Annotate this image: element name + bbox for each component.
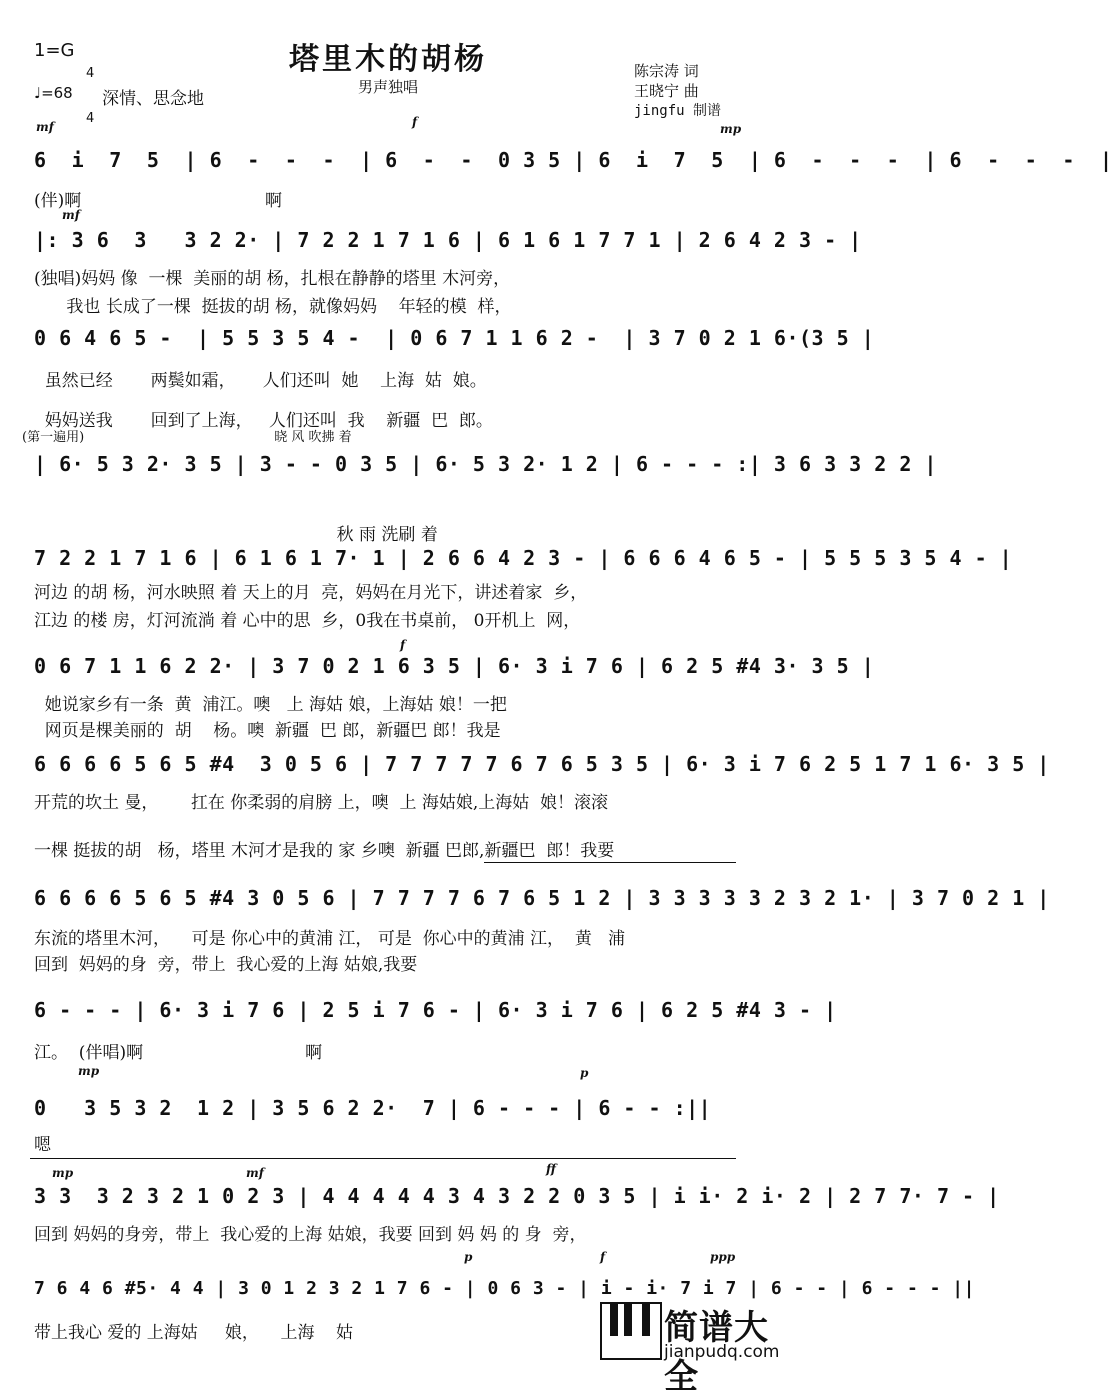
lyric-line: 我也 长成了一棵 挺拔的胡 杨，就像妈妈 年轻的模 样， bbox=[34, 297, 512, 317]
dynamic-mark: mp bbox=[78, 1064, 100, 1078]
piano-keys-icon bbox=[600, 1302, 662, 1360]
lyric-line: 秋 雨 洗刷 着 bbox=[34, 525, 438, 545]
dynamic-mark: ppp bbox=[710, 1250, 736, 1264]
lyric-line: 虽然已经 两鬓如霜， 人们还叫 她 上海 姑 娘。 bbox=[34, 371, 487, 391]
notation-line: | 6· 5 3 2· 3 5 | 3 - - 0 3 5 | 6· 5 3 2· 1 2 | 6 - - - :| 3 6 3 3 2 2 | bbox=[34, 452, 937, 476]
lyric-line: 回到 妈妈的身 旁，带上 我心爱的上海 姑娘,我要 bbox=[34, 955, 418, 975]
dynamic-mark: ff bbox=[546, 1162, 556, 1176]
coda-bracket bbox=[30, 1158, 736, 1159]
song-subtitle: 男声独唱 bbox=[357, 78, 418, 96]
time-signature-top: 4 bbox=[86, 66, 95, 81]
dynamic-mark: p bbox=[580, 1066, 589, 1080]
dynamic-mark: mf bbox=[36, 120, 54, 134]
lyric-line: 东流的塔里木河， 可是 你心中的黄浦 江， 可是 你心中的黄浦 江， 黄 浦 bbox=[34, 929, 626, 949]
lyric-line: 河边 的胡 杨，河水映照 着 天上的月 亮，妈妈在月光下，讲述着家 乡， bbox=[34, 583, 588, 603]
lyric-line: 江边 的楼 房，灯河流淌 着 心中的思 乡，0我在书桌前， 0开机上 网， bbox=[34, 611, 581, 631]
time-signature-bottom: 4 bbox=[86, 111, 95, 126]
notation-line: 7 2 2 1 7 1 6 | 6 1 6 1 7· 1 | 2 6 6 4 2 3 - | 6 6 6 4 6 5 - | 5 5 5 3 5 4 - | bbox=[34, 546, 1013, 570]
key-signature: 1=G bbox=[34, 40, 75, 61]
lyric-line: 网页是棵美丽的 胡 杨。噢 新疆 巴 郎，新疆巴 郎！我是 bbox=[34, 721, 501, 741]
notation-line: 3 3 3 2 3 2 1 0 2 3 | 4 4 4 4 4 3 4 3 2 2 0 3 5 | i i· 2 i· 2 | 2 7 7· 7 - | bbox=[34, 1184, 1000, 1208]
lyric-line: (独唱)妈妈 像 一棵 美丽的胡 杨，扎根在静静的塔里 木河旁， bbox=[34, 269, 511, 289]
notation-line: 6 i 7 5 | 6 - - - | 6 - - 0 3 5 | 6 i 7 5 | 6 - - - | 6 - - - | bbox=[34, 148, 1113, 172]
notation-line: 6 - - - | 6· 3 i 7 6 | 2 5 i 7 6 - | 6· 3 i 7 6 | 6 2 5 #4 3 - | bbox=[34, 998, 837, 1022]
lyric-line: 嗯 bbox=[34, 1135, 51, 1155]
lyric-line: 回到 妈妈的身旁，带上 我心爱的上海 姑娘，我要 回到 妈 妈 的 身 旁， bbox=[34, 1225, 587, 1245]
lyric-line: (伴)啊 啊 bbox=[34, 191, 282, 211]
tempo-marking: ♩=68 bbox=[34, 84, 73, 102]
lyric-line: (第一遍用) 晓 风 吹拂 着 bbox=[22, 430, 352, 445]
composer-credit: 王晓宁 曲 bbox=[634, 82, 699, 100]
dynamic-mark: mf bbox=[246, 1166, 264, 1180]
notation-line: 7 6 4 6 #5· 4 4 | 3 0 1 2 3 2 1 7 6 - | 0 6 3 - | i - i· 7 i 7 | 6 - - | 6 - - - || bbox=[34, 1278, 975, 1299]
time-signature bbox=[86, 36, 94, 141]
volta-bracket bbox=[484, 862, 736, 863]
site-watermark bbox=[600, 1298, 780, 1397]
dynamic-mark: mp bbox=[52, 1166, 74, 1180]
lyric-line: 带上我心 爱的 上海姑 娘， 上海 姑 bbox=[34, 1323, 354, 1343]
lyric-line: 江。 (伴唱)啊 啊 bbox=[34, 1043, 323, 1063]
lyric-line: 一棵 挺拔的胡 杨，塔里 木河才是我的 家 乡噢 新疆 巴郎,新疆巴 郎！我要 bbox=[34, 841, 615, 861]
dynamic-mark: f bbox=[600, 1250, 606, 1264]
engraver-credit: jingfu 制谱 bbox=[634, 103, 722, 119]
dynamic-mark: f bbox=[400, 638, 406, 652]
song-title: 塔里木的胡杨 bbox=[289, 42, 487, 77]
lyricist-credit: 陈宗涛 词 bbox=[634, 62, 699, 80]
notation-line: 0 6 4 6 5 - | 5 5 3 5 4 - | 0 6 7 1 1 6 2 - | 3 7 0 2 1 6·(3 5 | bbox=[34, 326, 875, 350]
notation-line: 0 6 7 1 1 6 2 2· | 3 7 0 2 1 6 3 5 | 6· 3 i 7 6 | 6 2 5 #4 3· 3 5 | bbox=[34, 654, 875, 678]
notation-line: 0 3 5 3 2 1 2 | 3 5 6 2 2· 7 | 6 - - - | 6 - - :|| bbox=[34, 1096, 712, 1120]
watermark-brand: 简谱大全 bbox=[664, 1308, 769, 1397]
notation-line: |: 3 6 3 3 2 2· | 7 2 2 1 7 1 6 | 6 1 6 1 7 7 1 | 2 6 4 2 3 - | bbox=[34, 228, 862, 252]
lyric-line: 妈妈送我 回到了上海， 人们还叫 我 新疆 巴 郎。 bbox=[34, 411, 493, 431]
dynamic-mark: mp bbox=[720, 122, 742, 136]
lyric-line: 她说家乡有一条 黄 浦江。噢 上 海姑 娘，上海姑 娘！一把 bbox=[34, 695, 507, 715]
dynamic-mark: mf bbox=[62, 208, 80, 222]
lyric-line: 开荒的坎土 曼， 扛在 你柔弱的肩膀 上，噢 上 海姑娘,上海姑 娘！滚滚 bbox=[34, 793, 609, 813]
dynamic-mark: p bbox=[464, 1250, 473, 1264]
notation-line: 6 6 6 6 5 6 5 #4 3 0 5 6 | 7 7 7 7 6 7 6 5 1 2 | 3 3 3 3 3 2 3 2 1· | 3 7 0 2 1 | bbox=[34, 886, 1050, 910]
watermark-url: jianpudq.com bbox=[664, 1342, 780, 1362]
notation-line: 6 6 6 6 5 6 5 #4 3 0 5 6 | 7 7 7 7 7 6 7 6 5 3 5 | 6· 3 i 7 6 2 5 1 7 1 6· 3 5 | bbox=[34, 752, 1050, 776]
expression-marking: 深情、思念地 bbox=[102, 89, 204, 109]
dynamic-mark: f bbox=[412, 115, 418, 129]
